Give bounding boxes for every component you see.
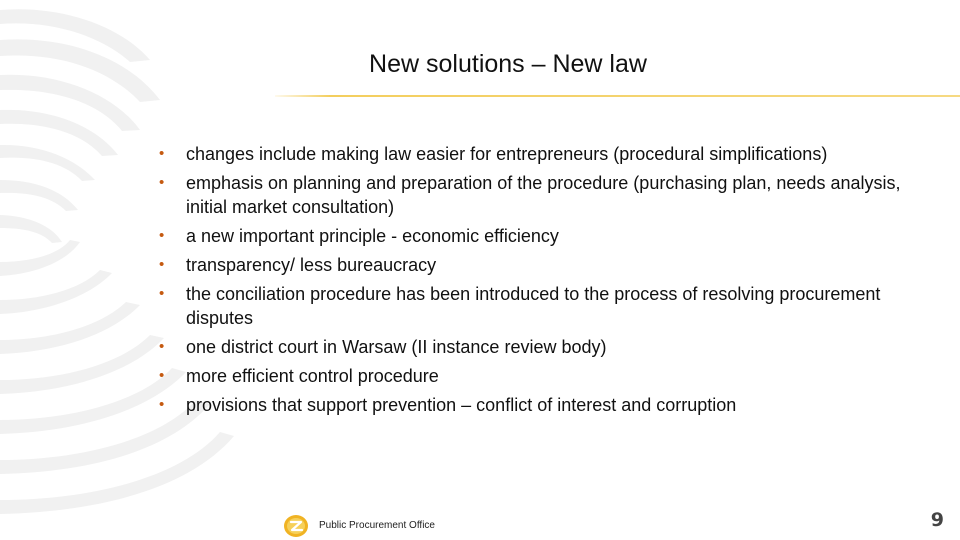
- bullet-item: • provisions that support prevention – conflict of interest and corruption: [159, 393, 919, 417]
- title-underline: [275, 94, 960, 100]
- bullet-item: • more efficient control procedure: [159, 364, 919, 388]
- bullet-item: • changes include making law easier for entrepreneurs (procedural simplifications): [159, 142, 919, 166]
- footer-label: Public Procurement Office: [319, 520, 435, 531]
- page-number: 9: [930, 509, 944, 531]
- bullet-item: • emphasis on planning and preparation of the procedure (purchasing plan, needs analysis, initial market consultation): [159, 171, 919, 219]
- slide-title: New solutions – New law: [369, 50, 647, 78]
- bullet-item: • the conciliation procedure has been introduced to the process of resolving procurement disputes: [159, 282, 919, 330]
- bullet-item: • one district court in Warsaw (II instance review body): [159, 335, 919, 359]
- bullet-list: [159, 142, 919, 422]
- ppo-logo-icon: [283, 514, 309, 538]
- bullet-item: • transparency/ less bureaucracy: [159, 253, 919, 277]
- bullet-item: • a new important principle - economic efficiency: [159, 224, 919, 248]
